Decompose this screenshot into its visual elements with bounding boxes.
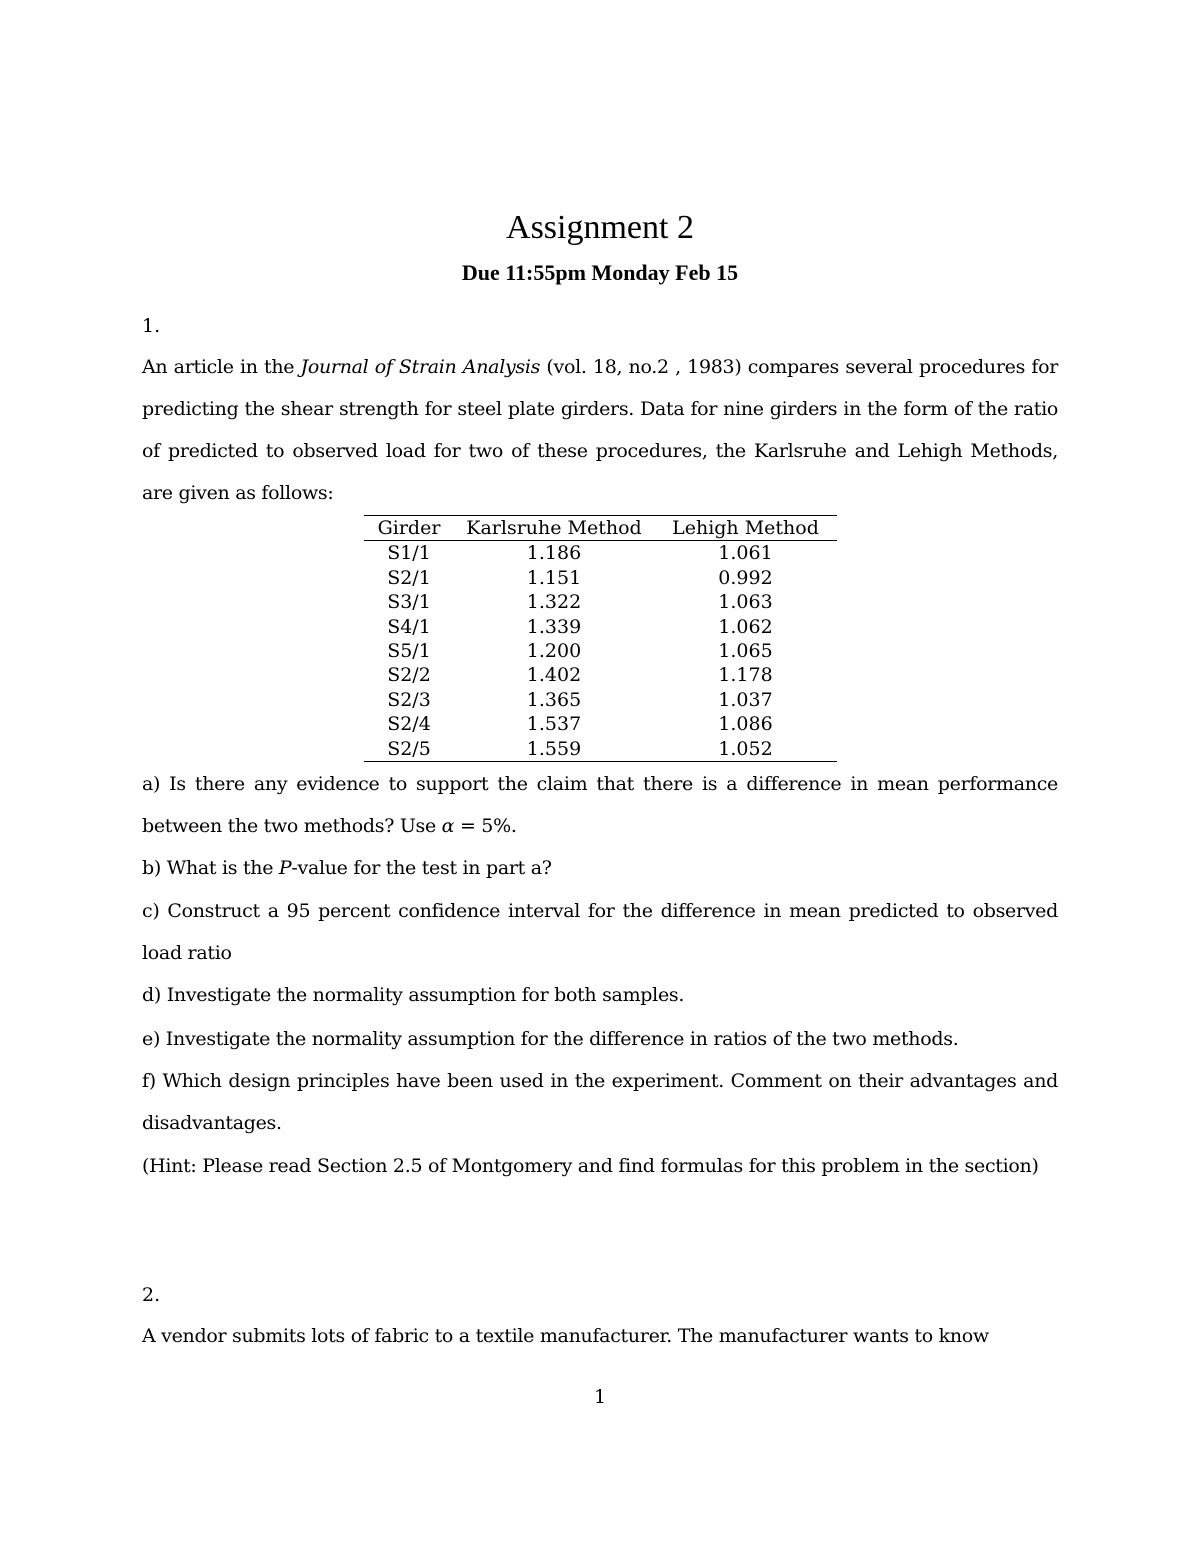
part-b-text: b) What is the: [142, 857, 279, 879]
part-b-end: -value for the test in part a?: [291, 857, 552, 879]
girder-cell: S2/4: [387, 713, 431, 736]
table-row: [364, 615, 837, 639]
karlsruhe-cell: 1.151: [526, 566, 582, 589]
question-1-part-e: e) Investigate the normality assumption for the difference in ratios of the two methods.: [142, 1028, 959, 1050]
girder-cell: S2/5: [387, 737, 431, 760]
girder-cell: S4/1: [387, 615, 431, 638]
girder-data-table: [364, 515, 837, 762]
table-row: [364, 663, 837, 687]
column-header-karlsruhe: Karlsruhe Method: [454, 516, 654, 541]
lehigh-cell: 1.086: [718, 713, 773, 736]
lehigh-cell: 1.052: [718, 737, 773, 760]
question-1-part-f: f) Which design principles have been used in the experiment. Comment on their advantages and disadvantages.: [142, 1070, 1058, 1134]
girder-cell: S5/1: [387, 640, 431, 663]
karlsruhe-cell: 1.402: [526, 664, 582, 687]
lehigh-cell: 1.178: [718, 664, 773, 687]
question-1-part-b: [142, 847, 1058, 889]
girder-cell: S2/2: [387, 664, 431, 687]
table-row: [364, 590, 837, 614]
lehigh-cell: 1.065: [718, 640, 773, 663]
part-a-end: = 5%.: [454, 815, 517, 837]
part-a-text: a) Is there any evidence to support the claim that there is a difference in mean performance between the two methods? Use: [142, 773, 1058, 837]
question-1-number: 1.: [142, 315, 161, 337]
karlsruhe-cell: 1.322: [526, 591, 582, 614]
lehigh-cell: 1.037: [718, 688, 773, 711]
karlsruhe-cell: 1.186: [526, 542, 582, 565]
karlsruhe-cell: 1.365: [526, 688, 582, 711]
alpha-symbol: α: [441, 815, 455, 837]
question-1-hint: (Hint: Please read Section 2.5 of Montgomery and find formulas for this problem in the section): [142, 1155, 1039, 1177]
table-row: [364, 541, 837, 566]
journal-title: Journal of Strain Analysis: [300, 356, 541, 378]
lehigh-cell: 1.062: [718, 615, 773, 638]
intro-text-start: An article in the: [142, 356, 301, 378]
table-row: [364, 737, 837, 762]
girder-cell: S3/1: [387, 591, 431, 614]
lehigh-cell: 1.063: [718, 591, 773, 614]
table-row: [364, 639, 837, 663]
girder-cell: S1/1: [387, 542, 431, 565]
question-1-intro: [142, 346, 1058, 514]
karlsruhe-cell: 1.559: [526, 737, 582, 760]
question-1-part-a: [142, 763, 1058, 847]
page-title: Assignment 2: [506, 209, 694, 246]
p-symbol: P: [278, 857, 292, 879]
intro-text-rest: (vol. 18, no.2 , 1983) compares several procedures for predicting the shear strength for steel plate girders. Data for nine girders in the form of the ratio of predicted to observed load for two of these procedures, the Karlsruhe and Lehigh Methods, are given as follows:: [142, 356, 1058, 504]
table-row: [364, 566, 837, 590]
karlsruhe-cell: 1.200: [526, 640, 582, 663]
question-2-number: 2.: [142, 1284, 161, 1306]
karlsruhe-cell: 1.537: [526, 713, 582, 736]
table-header-row: [364, 516, 837, 541]
question-1-part-d: d) Investigate the normality assumption for both samples.: [142, 984, 685, 1006]
page-number: 1: [593, 1386, 607, 1408]
karlsruhe-cell: 1.339: [526, 615, 582, 638]
girder-cell: S2/1: [387, 566, 431, 589]
table-row: [364, 688, 837, 712]
column-header-girder: Girder: [364, 516, 454, 541]
girder-cell: S2/3: [387, 688, 431, 711]
column-header-lehigh: Lehigh Method: [654, 516, 837, 541]
lehigh-cell: 0.992: [718, 566, 773, 589]
due-date: Due 11:55pm Monday Feb 15: [461, 260, 739, 285]
question-1-part-c: c) Construct a 95 percent confidence interval for the difference in mean predicted to observed load ratio: [142, 900, 1058, 964]
table-row: [364, 712, 837, 736]
lehigh-cell: 1.061: [718, 542, 773, 565]
question-2-intro: A vendor submits lots of fabric to a textile manufacturer. The manufacturer wants to know: [142, 1325, 989, 1347]
